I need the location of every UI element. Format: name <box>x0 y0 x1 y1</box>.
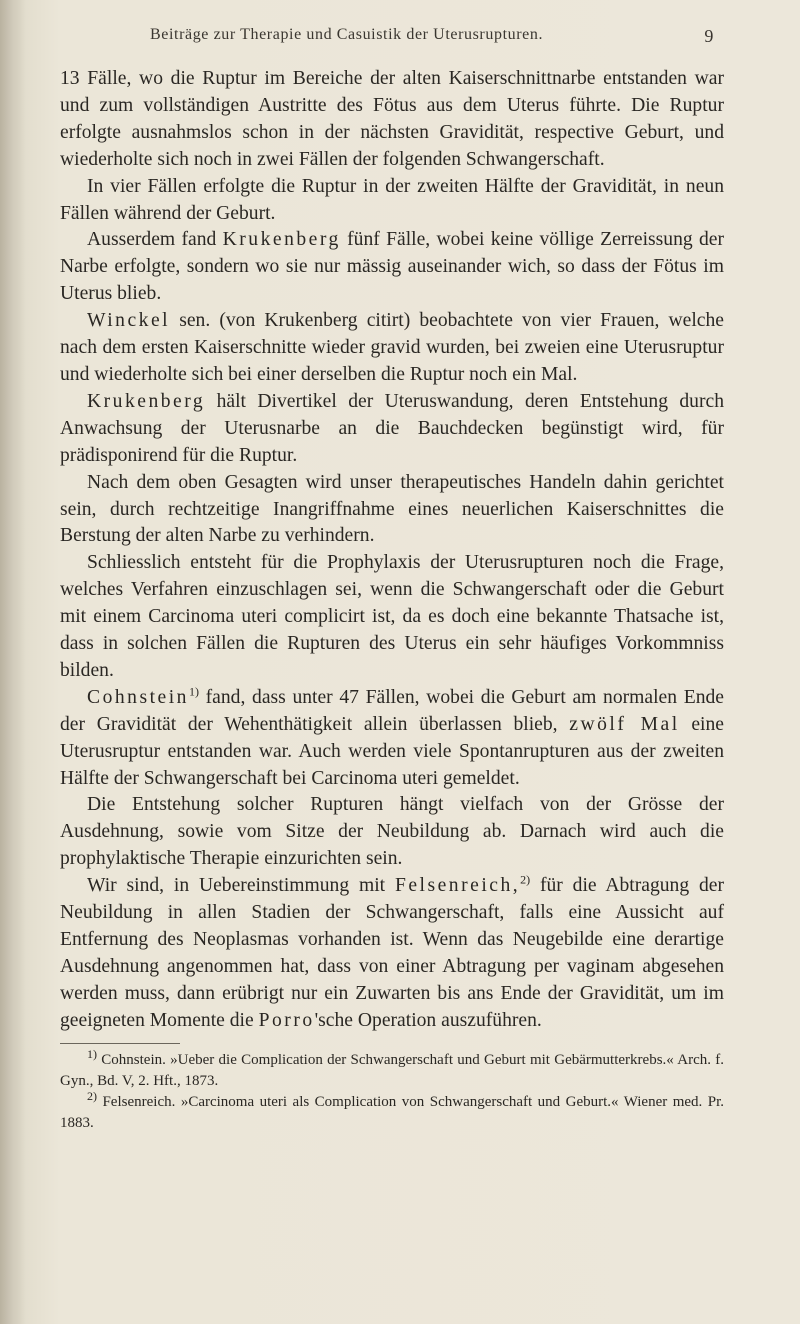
paragraph <box>60 792 724 873</box>
footnote-reference: 1) <box>188 684 199 699</box>
paragraph-text: eine Uterusruptur entstanden war. Auch werden viele Spontanrupturen aus der zweiten Hälfte der Schwangerschaft bei Carcinoma uteri gemeldet. <box>60 713 724 789</box>
paragraph <box>60 389 724 470</box>
author-name: Porro <box>258 1009 315 1031</box>
author-name: Krukenberg <box>87 390 206 412</box>
paragraph-text: In vier Fällen erfolgte die Ruptur in der zweiten Hälfte der Gravidität, in neun Fällen während der Geburt. <box>60 175 724 224</box>
paragraph-text: Nach dem oben Gesagten wird unser therapeutisches Handeln dahin gerichtet sein, durch rechtzeitige Inangriffnahme eines neuerlichen Kaiserschnittes die Berstung der alten Narbe zu verhindern. <box>60 471 724 547</box>
paragraph-text: fünf Fälle, wobei keine völlige Zerreissung der Narbe erfolgte, sondern wo sie nur mässig auseinander wich, so dass der Fötus im Uterus blieb. <box>60 229 725 305</box>
emphasized-text: zwölf Mal <box>569 713 680 735</box>
footnote-text: Felsenreich. »Carcinoma uteri als Complication von Schwangerschaft und Geburt.« Wiener med. Pr. 1883. <box>60 1093 724 1131</box>
paragraph <box>60 227 724 308</box>
paragraph <box>60 470 724 551</box>
paragraph <box>60 174 724 228</box>
paragraph-text: Ausserdem fand <box>87 229 223 251</box>
paragraph-text: hält Divertikel der Uteruswandung, deren Entstehung durch Anwachsung der Uterusnarbe an die Bauchdecken begünstigt wird, für prädisponirend für die Ruptur. <box>60 390 724 466</box>
paragraph <box>60 550 724 685</box>
paragraph-text: sen. (von Krukenberg citirt) beobachtete von vier Frauen, welche nach dem ersten Kaiserschnitte wieder gravid wurden, bei zweien eine Uterusruptur und wiederholte sich bei einer derselben die Ruptur noch ein Mal. <box>60 310 724 385</box>
footnote-marker: 2) <box>87 1088 97 1103</box>
page-header <box>150 26 714 44</box>
footnote-text: Cohnstein. »Ueber die Complication der Schwangerschaft und Geburt mit Gebärmutterkrebs.« Arch. f. Gyn., Bd. V, 2. Hft., 1873. <box>60 1051 724 1089</box>
footnote-reference: 2) <box>520 872 531 887</box>
paragraph <box>60 873 724 1034</box>
paragraph-text: fand, dass unter 47 Fällen, wobei die Geburt am normalen Ende der Gravidität der Wehenthätigkeit allein überlassen blieb, <box>60 686 724 735</box>
paragraph-text: Die Entstehung solcher Rupturen hängt vielfach von der Grösse der Ausdehnung, sowie vom Sitze der Neubildung ab. Darnach wird auch die prophylaktische Therapie einzurichten sein. <box>60 794 724 870</box>
author-name: Felsenreich, <box>394 875 521 897</box>
body-text <box>60 66 724 1134</box>
book-gutter-shadow <box>0 0 26 1324</box>
paragraph-text: für die Abtragung der Neubildung in allen Stadien der Schwangerschaft, falls eine Aussicht auf Entfernung des Neoplasmas vorhanden ist. Wenn das Neugebilde eine derartige Ausdehnung angenommen hat, dass von einer Abtragung per vaginam abgesehen werden muss, dann erübrigt nur ein Zuwarten bis ans Ende der Gravidität, um im geeigneten Momente die <box>60 875 724 1031</box>
paragraph <box>60 685 724 793</box>
footnote <box>60 1046 724 1092</box>
author-name: Winckel <box>87 310 171 332</box>
footnote-divider <box>60 1043 180 1044</box>
paragraph-text: Schliesslich entsteht für die Prophylaxis der Uterusrupturen noch die Frage, welches Verfahren einzuschlagen sei, wenn die Schwangerschaft oder die Geburt mit einem Carcinoma uteri complicirt ist, da es doch eine bekannte Thatsache ist, dass in solchen Fällen die Rupturen des Uterus ein sehr häufiges Vorkommniss bilden. <box>60 552 724 681</box>
footnote <box>60 1088 724 1134</box>
paragraph <box>60 66 724 174</box>
paragraph-text: 'sche Operation auszuführen. <box>314 1009 542 1031</box>
footnotes <box>60 1046 724 1134</box>
paragraph <box>60 308 724 389</box>
page-number: 9 <box>704 26 714 46</box>
running-head: Beiträge zur Therapie und Casuistik der Uterusrupturen. <box>150 26 544 43</box>
author-name: Cohnstein <box>87 686 189 708</box>
paragraph-text: 13 Fälle, wo die Ruptur im Bereiche der alten Kaiserschnittnarbe entstanden war und zum vollständigen Austritte des Fötus aus dem Uterus führte. Die Ruptur erfolgte ausnahmslos schon in der nächsten Gravidität, respective Geburt, und wiederholte sich noch in zwei Fällen der folgenden Schwangerschaft. <box>60 68 724 170</box>
paragraph-text: Wir sind, in Uebereinstimmung mit <box>87 875 395 897</box>
author-name: Krukenberg <box>222 229 341 251</box>
footnote-marker: 1) <box>87 1046 97 1061</box>
